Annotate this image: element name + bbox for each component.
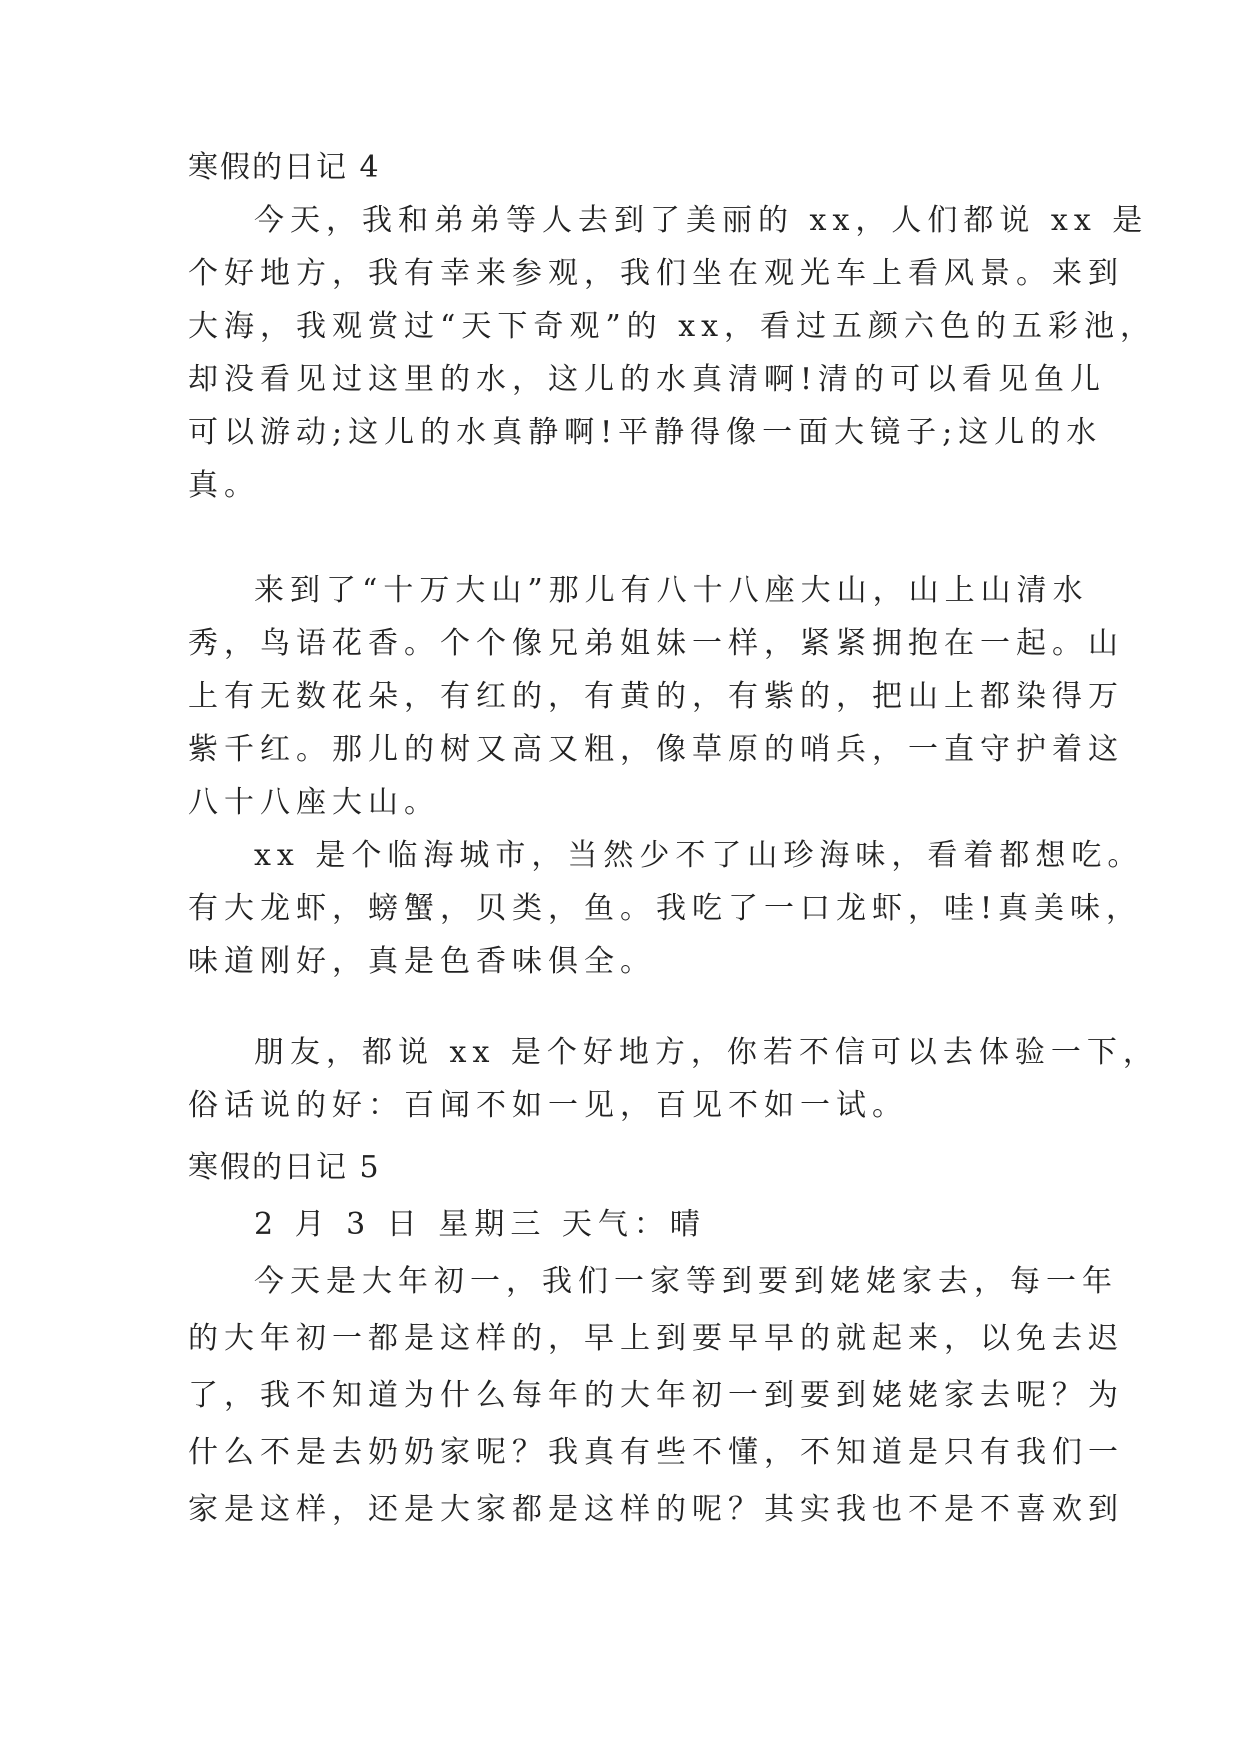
text-line: 的大年初一都是这样的，早上到要早早的就起来，以免去迟 [188, 1321, 1124, 1356]
date-weather-line: 2 月 3 日 星期三 天气：晴 [254, 1207, 706, 1242]
text-line: 上有无数花朵，有红的，有黄的，有紫的，把山上都染得万 [188, 679, 1124, 714]
text-line: 八十八座大山。 [188, 785, 440, 820]
text-line: 什么不是去奶奶家呢？我真有些不懂，不知道是只有我们一 [188, 1435, 1124, 1470]
text-line: 来到了“十万大山”那儿有八十八座大山，山上山清水 [254, 573, 1089, 608]
text-line: 却没看见过这里的水，这儿的水真清啊!清的可以看见鱼儿 [188, 362, 1107, 397]
text-line: 了，我不知道为什么每年的大年初一到要到姥姥家去呢？为 [188, 1378, 1124, 1413]
text-line: xx 是个临海城市，当然少不了山珍海味，看着都想吃。 [254, 838, 1144, 873]
text-line: 俗话说的好：百闻不如一见，百见不如一试。 [188, 1088, 908, 1123]
section-title: 寒假的日记 4 [188, 150, 381, 185]
text-line: 今天是大年初一，我们一家等到要到姥姥家去，每一年 [254, 1264, 1118, 1299]
text-line: 真。 [188, 468, 260, 503]
text-line: 紫千红。那儿的树又高又粗，像草原的哨兵，一直守护着这 [188, 732, 1124, 767]
text-line: 今天，我和弟弟等人去到了美丽的 xx，人们都说 xx 是 [254, 203, 1149, 238]
section-title: 寒假的日记 5 [188, 1150, 381, 1185]
text-line: 朋友，都说 xx 是个好地方，你若不信可以去体验一下， [254, 1035, 1159, 1070]
text-line: 个好地方，我有幸来参观，我们坐在观光车上看风景。来到 [188, 256, 1124, 291]
text-line: 可以游动;这儿的水真静啊!平静得像一面大镜子;这儿的水 [188, 415, 1103, 450]
text-line: 味道刚好，真是色香味俱全。 [188, 944, 656, 979]
text-line: 大海，我观赏过“天下奇观”的 xx，看过五颜六色的五彩池， [188, 309, 1157, 344]
text-line: 家是这样，还是大家都是这样的呢？其实我也不是不喜欢到 [188, 1492, 1124, 1527]
text-line: 有大龙虾，螃蟹，贝类，鱼。我吃了一口龙虾，哇!真美味， [188, 891, 1143, 926]
text-line: 秀，鸟语花香。个个像兄弟姐妹一样，紧紧拥抱在一起。山 [188, 626, 1124, 661]
